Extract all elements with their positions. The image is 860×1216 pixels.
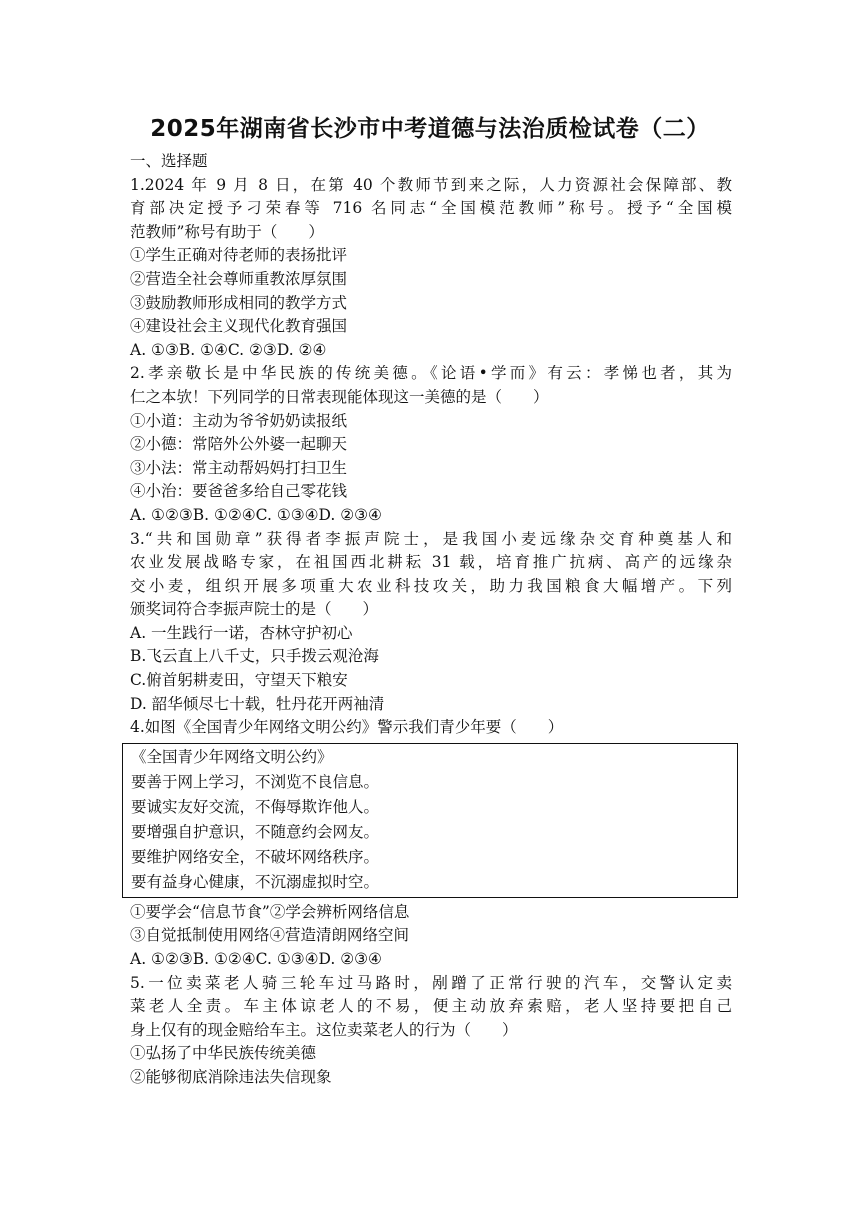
answer-option-b: B.飞云直上八千丈，只手拨云观沧海 [130, 647, 379, 666]
statement-item: ②小德：常陪外公外婆一起聊天 [130, 435, 348, 454]
question-4 [130, 716, 732, 971]
exam-body [130, 150, 732, 1090]
question-text-line: 菜老人全责。车主体谅老人的不易，便主动放弃索赔，老人坚持要把自己 [130, 997, 732, 1016]
question-text-line: 身上仅有的现金赔给车主。这位卖菜老人的行为（ ） [130, 1020, 518, 1039]
answer-options: A. ①②③B. ①②④C. ①③④D. ②③④ [130, 505, 382, 524]
answer-option-a: A. 一生践行一诺，杏林守护初心 [130, 623, 353, 642]
statement-item: ④建设社会主义现代化教育强国 [130, 317, 348, 336]
answer-option-d: D. 韶华倾尽七十载，牡丹花开两袖清 [130, 694, 385, 713]
statement-item: ②能够彻底消除违法失信现象 [130, 1068, 332, 1086]
statement-item: ③自觉抵制使用网络④营造清朗网络空间 [130, 926, 410, 945]
section-heading: 一、选择题 [130, 152, 208, 170]
convention-rule: 要增强自护意识，不随意约会网友。 [131, 822, 380, 841]
statement-item: ①学生正确对待老师的表扬批评 [130, 246, 348, 265]
question-1 [130, 174, 732, 363]
question-text-line: 仁之本欤！下列同学的日常表现能体现这一美德的是（ ） [130, 387, 549, 406]
convention-rule: 要诚实友好交流，不侮辱欺诈他人。 [131, 797, 380, 816]
statement-item: ①小道：主动为爷爷奶奶读报纸 [130, 411, 348, 430]
question-5 [130, 972, 732, 1090]
question-text-line: 5.一位卖菜老人骑三轮车过马路时，剐蹭了正常行驶的汽车，交警认定卖 [130, 973, 732, 992]
convention-rule: 要善于网上学习，不浏览不良信息。 [131, 772, 380, 791]
exam-title: 2025年湖南省长沙市中考道德与法治质检试卷（二） [150, 116, 710, 142]
convention-box [122, 743, 738, 898]
question-text-line: 交小麦，组织开展多项重大农业科技攻关，助力我国粮食大幅增产。下列 [130, 576, 732, 595]
statement-item: ③鼓励教师形成相同的教学方式 [130, 293, 348, 312]
convention-title: 《全国青少年网络文明公约》 [131, 747, 333, 766]
question-text-line: 1.2024 年 9 月 8 日，在第 40 个教师节到来之际，人力资源社会保障部、教 [130, 175, 732, 194]
question-text-line: 2.孝亲敬长是中华民族的传统美德。《论语•学而》有云：孝悌也者，其为 [130, 364, 732, 383]
statement-item: ②营造全社会尊师重教浓厚氛围 [130, 269, 348, 288]
statement-item: ①弘扬了中华民族传统美德 [130, 1044, 317, 1063]
question-text-line: 育部决定授予刁荣春等 716 名同志“全国模范教师”称号。授予“全国模 [130, 199, 732, 218]
convention-rule: 要维护网络安全，不破坏网络秩序。 [131, 847, 380, 866]
answer-options: A. ①③B. ①④C. ②③D. ②④ [130, 340, 327, 359]
question-text-line: 农业发展战略专家，在祖国西北耕耘 31 载，培育推广抗病、高产的远缘杂 [130, 553, 732, 572]
statement-item: ④小治：要爸爸多给自己零花钱 [130, 482, 348, 501]
question-3 [130, 528, 732, 717]
question-text-line: 3.“共和国勋章”获得者李振声院士，是我国小麦远缘杂交育种奠基人和 [130, 529, 732, 548]
answer-options: A. ①②③B. ①②④C. ①③④D. ②③④ [130, 950, 382, 969]
answer-option-c: C.俯首躬耕麦田，守望天下粮安 [130, 671, 348, 690]
question-text-line: 4.如图《全国青少年网络文明公约》警示我们青少年要（ ） [130, 718, 564, 737]
question-text-line: 范教师”称号有助于（ ） [130, 222, 324, 241]
question-2 [130, 362, 732, 527]
statement-item: ③小法：常主动帮妈妈打扫卫生 [130, 458, 348, 477]
statement-item: ①要学会“信息节食”②学会辨析网络信息 [130, 902, 410, 921]
convention-rule: 要有益身心健康，不沉溺虚拟时空。 [131, 872, 380, 891]
question-text-line: 颁奖词符合李振声院士的是（ ） [130, 600, 379, 619]
